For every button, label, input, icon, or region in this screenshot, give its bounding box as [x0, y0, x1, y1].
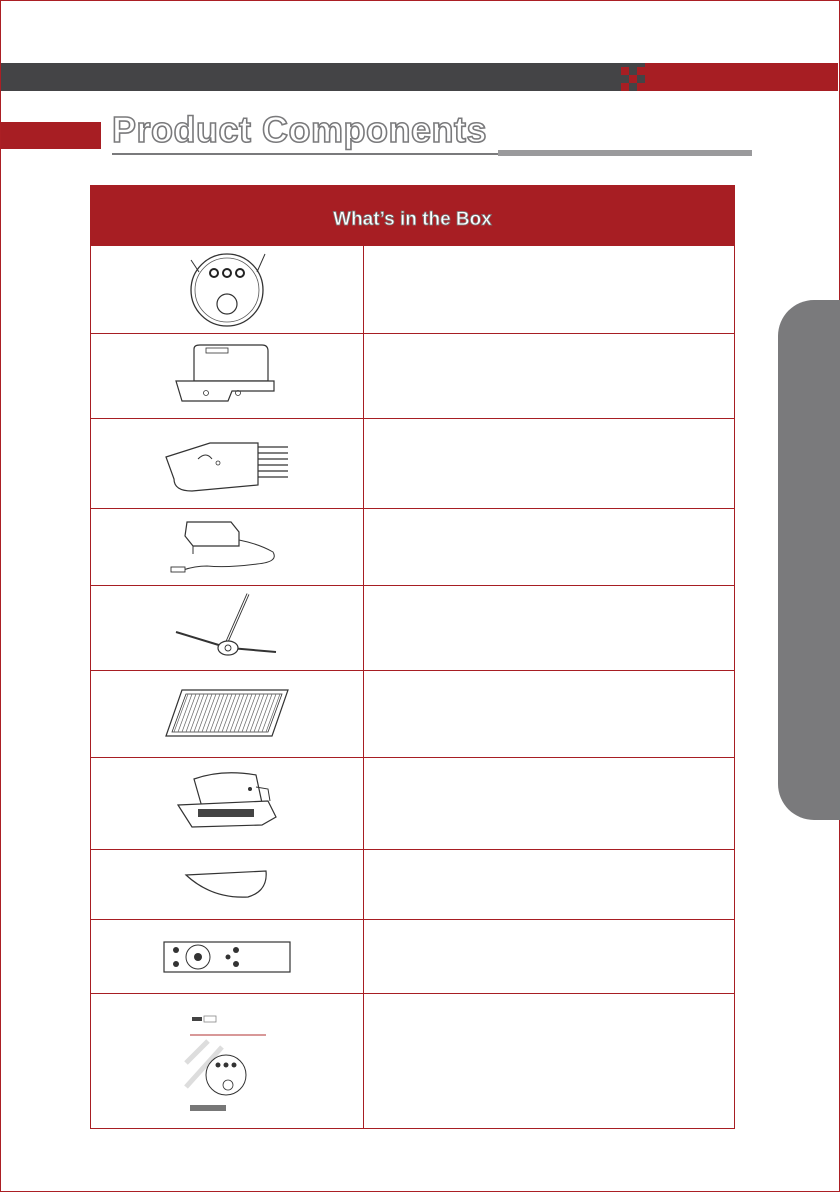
component-image-cell [91, 509, 364, 585]
component-description [364, 509, 734, 585]
component-image-cell [91, 419, 364, 508]
component-description [364, 850, 734, 919]
component-image-cell [91, 334, 364, 418]
side-brush-icon [172, 590, 282, 666]
table-row [91, 508, 734, 585]
component-description [364, 586, 734, 670]
table-row [91, 245, 734, 333]
table-row [91, 585, 734, 670]
box-contents-table [90, 185, 735, 1129]
title-underline [112, 153, 500, 155]
table-row [91, 418, 734, 508]
cleaning-brush-icon [162, 429, 292, 499]
component-description [364, 671, 734, 757]
component-description [364, 994, 734, 1128]
user-manual-icon [182, 1001, 272, 1121]
table-row [91, 333, 734, 418]
title-accent-block [1, 122, 101, 149]
component-image-cell [91, 758, 364, 849]
hepa-filter-icon [162, 684, 292, 744]
component-description [364, 334, 734, 418]
component-description [364, 419, 734, 508]
water-tank-icon [172, 767, 282, 841]
top-band-accent [645, 63, 838, 91]
table-heading: What’s in the Box [333, 209, 492, 230]
charging-dock-icon [172, 341, 282, 411]
component-description [364, 758, 734, 849]
table-row [91, 757, 734, 849]
mop-cloth-icon [182, 865, 272, 905]
component-description [364, 246, 734, 333]
table-row [91, 993, 734, 1128]
component-image-cell [91, 246, 364, 333]
component-image-cell [91, 671, 364, 757]
table-row [91, 670, 734, 757]
component-image-cell [91, 850, 364, 919]
component-image-cell [91, 920, 364, 993]
title-underline-bar [498, 150, 752, 156]
component-description [364, 920, 734, 993]
side-tab [778, 300, 840, 820]
page-title: Product Components [112, 109, 487, 150]
component-image-cell [91, 994, 364, 1128]
table-header [91, 186, 734, 245]
robot-vacuum-icon [177, 248, 277, 332]
table-row [91, 919, 734, 993]
power-adapter-icon [167, 514, 287, 580]
remote-control-icon [162, 939, 292, 975]
table-row [91, 849, 734, 919]
component-image-cell [91, 586, 364, 670]
